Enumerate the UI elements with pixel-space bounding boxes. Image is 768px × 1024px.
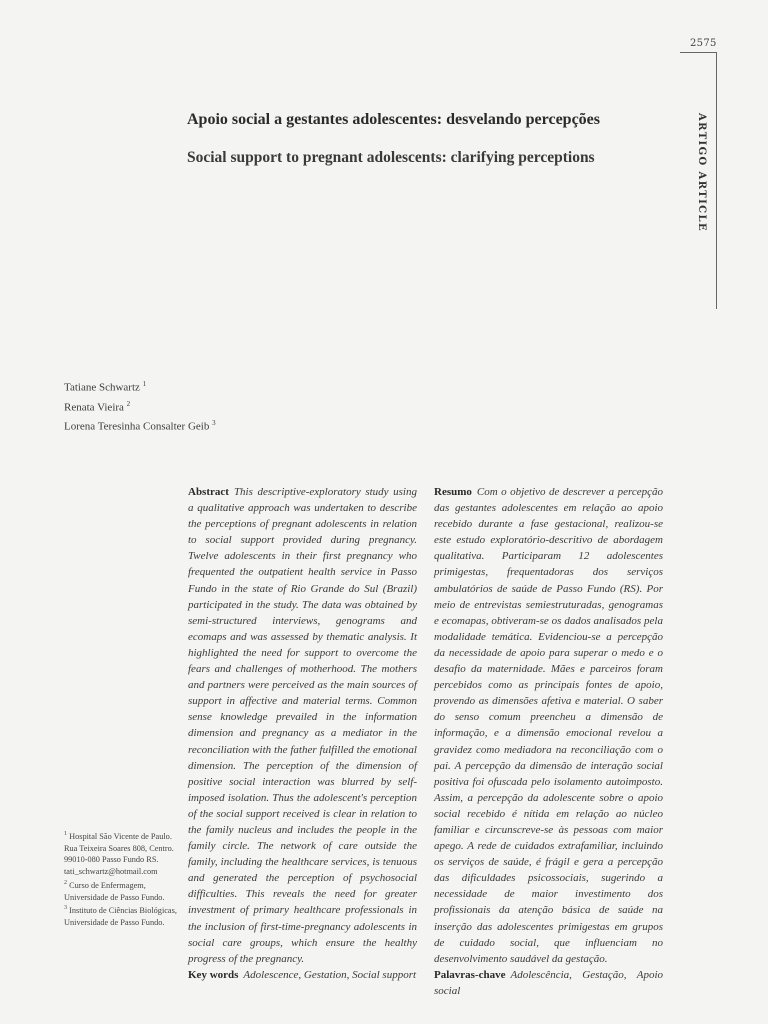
affiliation-text: Instituto de Ciências Biológicas, Universidade de Passo Fundo. [64,906,177,927]
page-number: 2575 [690,38,717,49]
author-ref: 1 [142,380,147,388]
abstract-english [188,484,417,983]
abstract-label: Abstract [188,486,229,498]
author-name: Lorena Teresinha Consalter Geib [64,420,210,433]
author-list [64,376,216,435]
author-name: Tatiane Schwartz [64,381,140,394]
author [64,396,216,416]
affiliation-text: Curso de Enfermagem, Universidade de Passo Fundo. [64,880,165,902]
keywords-line [434,967,663,999]
keywords: Adolescence, Gestation, Social support [243,968,417,981]
author [64,415,216,435]
resumo-text: Com o objetivo de descrever a percepção das gestantes adolescentes em relação ao apoio recebido durante a fase gestacional, realizou-se este estudo exploratório-descritivo de abordagem qualitativa. Participaram 12 adolescentes primigestas, frequentadoras dos serviços ambulatórios de saúde de Passo Fundo (RS). Por meio de entrevistas semiestruturadas, genogramas e ecomapas, obtiveram-se os dados analisados pela modalidade temática. Evidenciou-se a percepção da necessidade de apoio para superar o medo e o desafio da maternidade. Mães e parceiros foram percebidos como as principais fontes de apoio, provendo as dimensões afetiva e material. O saber do senso comum preencheu a dimensão de informação, e a dimensão emocional revelou a gravidez como mediadora na reconciliação com o pai. A percepção da dimensão de interação social positiva foi ofuscada pelo isolamento autoimposto. Assim, a percepção da adolescente sobre o apoio social recebido é nítida em relação ao núcleo familiar e circunscreve-se às pessoas com maior apego. A rede de cuidados extrafamiliar, incluindo os serviços de saúde, é frágil e gera a percepção das dificuldades psicossociais, sugerindo a necessidade de maior investimento dos profissionais da atenção básica de saúde na inserção das adolescentes primigestas em grupos de cuidado social, que influenciam no desenvolvimento saudável da gestação. [434,486,663,965]
author-ref: 3 [212,419,216,428]
resumo-label: Resumo [434,486,472,498]
title-english: Social support to pregnant adolescents: clarifying perceptions [187,149,595,166]
author-ref: 2 [126,399,131,408]
abstract-portuguese [434,484,663,999]
author [64,376,216,396]
affiliation-text: Hospital São Vicente de Paulo. Rua Teixeira Soares 808, Centro. 99010-080 Passo Fundo RS. tati_schwartz@hotmail.com [64,831,174,877]
author-name: Renata Vieira [64,401,124,414]
keywords-label: Key words [188,968,239,981]
header-rule [680,52,717,53]
title-portuguese: Apoio social a gestantes adolescentes: desvelando percepções [187,111,600,128]
affiliation-ref: 2 [64,879,67,886]
affiliation [64,878,180,903]
section-label: ARTIGO ARTICLE [696,113,707,232]
keywords-line [188,967,417,983]
side-rule [716,52,717,309]
palavras-chave-label: Palavras-chave [434,968,506,981]
affiliations [64,829,180,929]
palavras-chave: Adolescência, Gestação, Apoio social [434,968,663,997]
affiliation [64,903,180,928]
affiliation-ref: 3 [64,905,67,912]
abstract-text: This descriptive-exploratory study using a qualitative approach was undertaken to describe the perceptions of pregnant adolescents in relation to social support provided during pregnancy. Twelve adolescents in their first pregnancy who frequented the outpatient health service in Passo Fundo in the state of Rio Grande do Sul (Brazil) participated in the study. The data was obtained by semi-structured interviews, genograms and ecomaps and was assessed by thematic analysis. It highlighted the need for support to overcome the fears and challenges of motherhood. The mothers and partners were perceived as the main sources of support in affective and material terms. Common sense knowledge prevailed in the information dimension and pregnancy as a mediator in the reconciliation with the father fulfilled the emotional dimension. The perception of the dimension of positive social interaction was blurred by self-imposed isolation. Thus the adolescent's perception of the social support received is clear in relation to the family nucleus and includes the people in the family circle. The network of care outside the family, including the healthcare services, is tenuous and generated the perception of psychosocial difficulties. This reveals the need for greater investment of primary healthcare professionals in the inclusion of first-time-pregnancy adolescents in social care groups, which ensure the healthy progress of the pregnancy. [188,486,417,965]
affiliation [64,829,180,878]
affiliation-ref: 1 [64,831,67,837]
